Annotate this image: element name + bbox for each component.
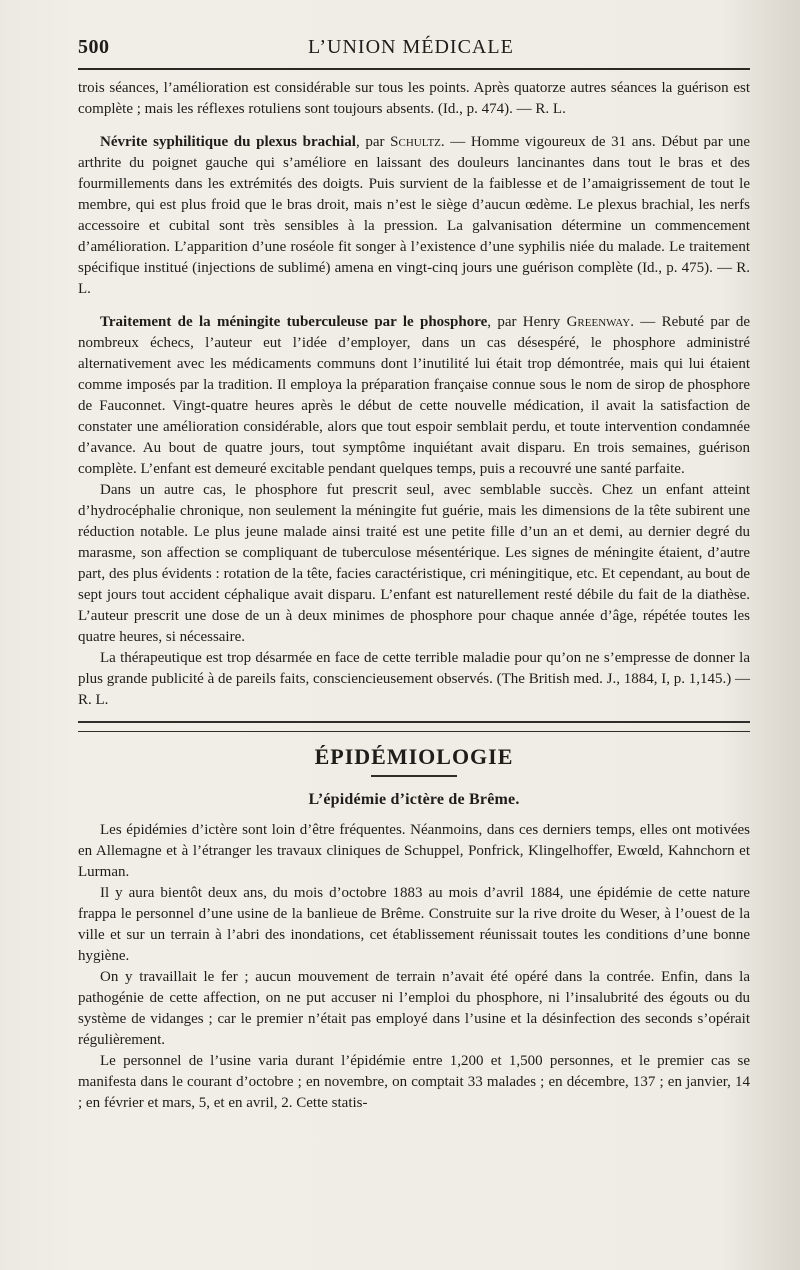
page-header xyxy=(78,30,750,60)
section-paragraph-4: Le personnel de l’usine varia durant l’épidémie entre 1,200 et 1,500 personnes, et le premier cas se manifesta dans le courant d’octobre ; en novembre, on comptait 33 malades ; en décembre, 137 ; en janvier, 14 ; en février et mars, 5, et en avril, 2. Cette statis- xyxy=(78,1053,750,1111)
article-1-text: . — Homme vigoureux de 31 ans. Début par une arthrite du poignet gauche qui s’améliore en laissant des douleurs lancinantes dans tout le bras et des fourmillements dans les extrémités des doigts. Puis survient de la faiblesse et de l’amaigrissement de tout le membre, qui est plus froid que le bras droit, mais n’est le siège d’aucun œdème. Le plexus brachial, les nerfs accessoire et cubital sont très sensibles à la pression. La galvanisation détermine un commencement d’amélioration. L’apparition d’une roséole fit songer à l’existence d’une syphilis niée du malade. Le traitement spécifique institué (injections de sublimé) amena en vingt-cinq jours une guérison complète (Id., p. 475). — R. L. xyxy=(78,134,750,297)
article-2-paragraph-1 xyxy=(78,312,750,480)
article-1-title: Névrite syphilitique du plexus brachial xyxy=(100,134,356,150)
article-2-text: . — Rebuté par de nombreux échecs, l’auteur eut l’idée d’employer, dans un cas désespéré, le phosphore administré alternativement avec les médicaments communs dont l’inutilité lui était trop démontrée, mais qui lui étaient comme imposés par la tradition. Il employa la préparation française connue sous le nom de sirop de phosphore de Fauconnet. Vingt-quatre heures après le début de cette nouvelle médication, il avait la satisfaction de constater une amélioration considérable, alors que tout espoir semblait perdu, et toute intervention condamnée d’avance. Au bout de quatre jours, tout symptôme inquiétant avait disparu. En trois semaines, guérison complète. L’enfant est demeuré excitable pendant quelques temps, puis a recouvré une santé parfaite. xyxy=(78,314,750,477)
article-1-author: Schultz xyxy=(390,134,441,150)
section-paragraph-3: On y travaillait le fer ; aucun mouvement de terrain n’avait été opéré dans la contrée. Enfin, dans la pathogénie de cette affection, on ne put accuser ni l’emploi du phosphore, ni l’insalubrité des égouts ou du système de vidanges ; car le premier n’était pas employé dans l’usine et la désinfection des seconds s’opérait régulièrement. xyxy=(78,969,750,1048)
article-content xyxy=(78,78,750,1114)
header-rule xyxy=(78,68,750,70)
article-2-title: Traitement de la méningite tuberculeuse par le phosphore xyxy=(100,314,488,330)
article-1-author-prefix: , par xyxy=(355,134,391,150)
section-paragraph-2: Il y aura bientôt deux ans, du mois d’octobre 1883 au mois d’avril 1884, une épidémie de cette nature frappa le personnel d’une usine de la banlieue de Brême. Construite sur la rive droite du Weser, à l’ouest de la ville et sur un terrain à l’abri des inondations, cet établissement réunissait toutes les conditions d’une bonne hygiène. xyxy=(78,885,750,964)
article-2-author-prefix: , par Henry xyxy=(487,314,567,330)
subsection-title: L’épidémie d’ictère de Brême. xyxy=(308,791,520,808)
section-title-rule xyxy=(371,775,457,777)
running-head: L’UNION MÉDICALE xyxy=(308,36,514,58)
intro-paragraph: trois séances, l’amélioration est considérable sur tous les points. Après quatorze autres séances la guérison est complète ; mais les réflexes rotuliens sont toujours absents. (Id., p. 474). — R. L. xyxy=(78,80,750,117)
article-2-paragraph-2: Dans un autre cas, le phosphore fut prescrit seul, avec semblable succès. Chez un enfant atteint d’hydrocéphalie chronique, non seulement la méningite fut guérie, mais les dimensions de la tête subirent une réduction notable. Le plus jeune malade ainsi traité est une petite fille d’un an et demi, au dernier degré du marasme, son affection se compliquant de tuberculose mésentérique. Les signes de méningite étaient, d’autre part, des plus évidents : rotation de la tête, facies caractéristique, cri méningitique, etc. Et cependant, au bout de sept jours tout accident céphalique avait disparu. L’enfant est naturellement resté débile du fait de la diathèse. L’auteur prescrit une dose de un à deux minimes de phosphore pour chaque année d’âge, répétée toutes les quatre heures, si nécessaire. xyxy=(78,482,750,645)
section-divider xyxy=(78,721,750,732)
article-2-paragraph-3: La thérapeutique est trop désarmée en face de cette terrible maladie pour qu’on ne s’empresse de donner la plus grande publicité à de pareils faits, consciencieusement observés. (The British med. J., 1884, I, p. 1,145.) — R. L. xyxy=(78,650,750,708)
article-2-author: Greenway xyxy=(566,314,631,330)
article-1-paragraph xyxy=(78,132,750,300)
page-number: 500 xyxy=(78,36,110,58)
section-paragraph-1: Les épidémies d’ictère sont loin d’être fréquentes. Néanmoins, dans ces derniers temps, elles ont motivées en Allemagne et à l’étranger les travaux cliniques de Schuppel, Ponfrick, Klingelhoffer, Ewœld, Kahnchorn et Lurman. xyxy=(78,822,750,880)
section-title: ÉPIDÉMIOLOGIE xyxy=(314,744,514,769)
